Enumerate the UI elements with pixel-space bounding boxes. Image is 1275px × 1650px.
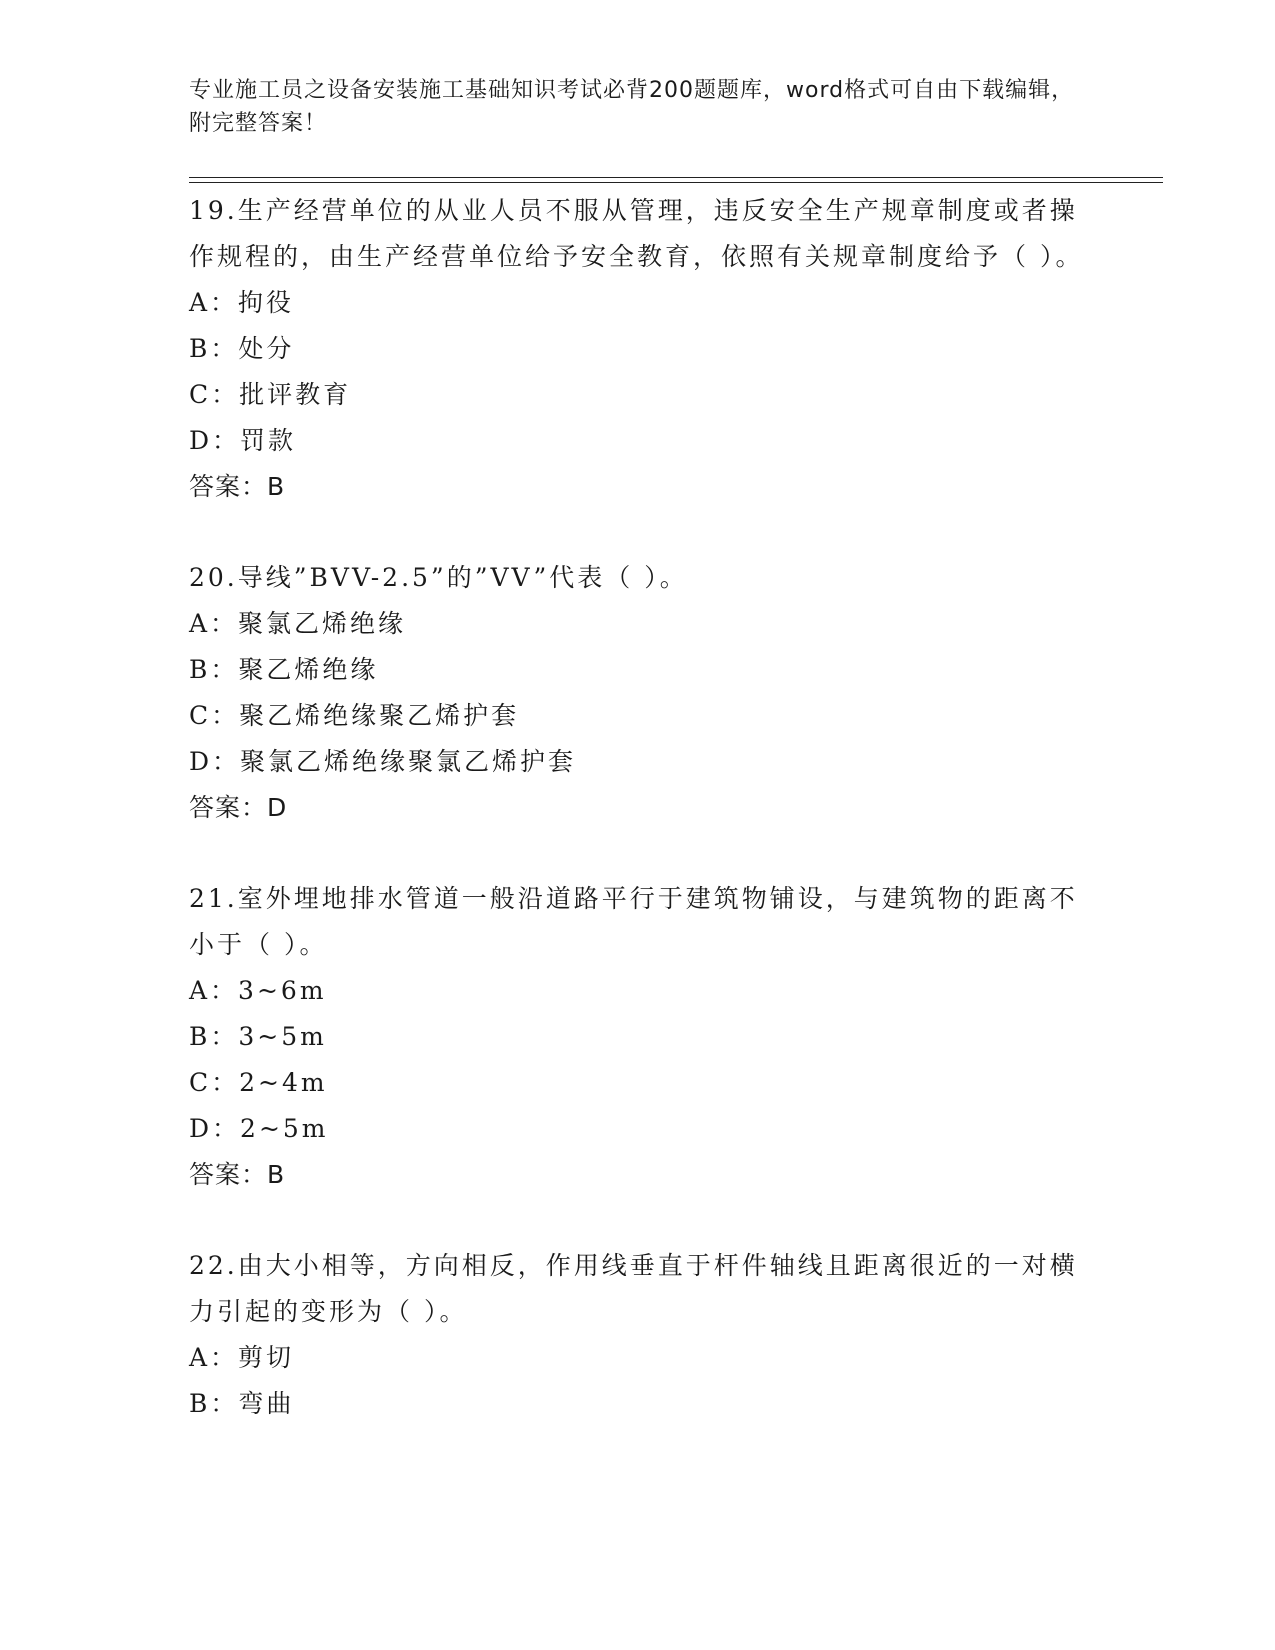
answer-line: 答案：B [189, 1160, 286, 1189]
question-22 [189, 1243, 1089, 1427]
answer-line: 答案：B [189, 472, 286, 501]
option-a: A：3~6m [189, 976, 327, 1005]
question-20 [189, 555, 1089, 831]
question-stem: 21.室外埋地排水管道一般沿道路平行于建筑物铺设，与建筑物的距离不小于（ ）。 [189, 884, 1078, 959]
header-divider-bottom [189, 182, 1163, 183]
question-stem: 20.导线”BVV-2.5”的”VV”代表（ ）。 [189, 563, 688, 592]
option-c: C：2~4m [189, 1068, 328, 1097]
question-19 [189, 188, 1089, 510]
document-header: 专业施工员之设备安装施工基础知识考试必背200题题库，word格式可自由下载编辑，附完整答案！ [189, 78, 1075, 136]
answer-line: 答案：D [189, 793, 288, 822]
option-b: B：弯曲 [189, 1389, 295, 1418]
header-divider-top [189, 177, 1163, 178]
option-c: C：批评教育 [189, 380, 352, 409]
option-d: D：罚款 [189, 426, 297, 455]
question-stem: 19.生产经营单位的从业人员不服从管理，违反安全生产规章制度或者操作规程的，由生产经营单位给予安全教育，依照有关规章制度给予（ ）。 [189, 196, 1084, 271]
question-list [189, 188, 1089, 1472]
question-stem: 22.由大小相等，方向相反，作用线垂直于杆件轴线且距离很近的一对横力引起的变形为（ ）。 [189, 1251, 1078, 1326]
option-a: A：剪切 [189, 1343, 295, 1372]
option-c: C：聚乙烯绝缘聚乙烯护套 [189, 701, 520, 730]
option-b: B：聚乙烯绝缘 [189, 655, 379, 684]
option-b: B：3~5m [189, 1022, 327, 1051]
option-a: A：聚氯乙烯绝缘 [189, 609, 407, 638]
option-d: D：聚氯乙烯绝缘聚氯乙烯护套 [189, 747, 577, 776]
option-b: B：处分 [189, 334, 295, 363]
option-a: A：拘役 [189, 288, 295, 317]
question-21 [189, 876, 1089, 1198]
option-d: D：2~5m [189, 1114, 329, 1143]
